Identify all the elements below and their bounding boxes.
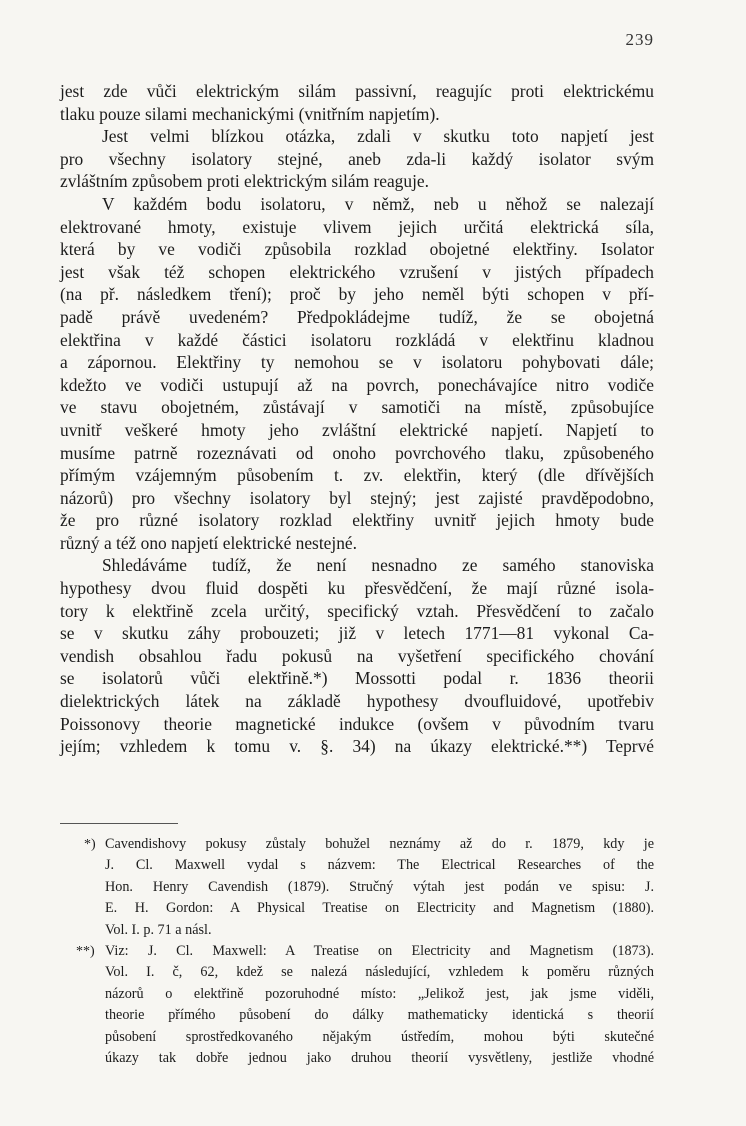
paragraph xyxy=(60,80,654,125)
text-line: jejím; vzhledem k tomu v. §. 34) na úkazy elektrické.**) Teprvé xyxy=(60,736,654,757)
footnote-line: názorů o elektřině pozoruhodné místo: „Jelikož jest, jak jsme viděli, xyxy=(105,985,654,1002)
footnote-line: Vol. I. č, 62, kdež se nalezá následující, vzhledem k poměru různých xyxy=(105,964,654,981)
text-line: elektrované hmoty, existuje vlivem jejich určitá elektrická síla, xyxy=(60,216,654,237)
text-line: přímým vzájemným působením t. zv. elektřin, který (dle dřívějších xyxy=(60,465,654,486)
footnote-mark: **) xyxy=(76,943,95,959)
text-line: ve stavu obojetném, zůstávají v samotiči na místě, způsobujíce xyxy=(60,397,654,418)
text-line: zvláštním způsobem proti elektrickým silám reaguje. xyxy=(60,171,429,192)
text-line: vendish obsahlou řadu pokusů na vyšetření specifického chování xyxy=(60,645,654,666)
footnote-line: úkazy tak dobře jednou jako druhou theorií vysvětleny, jestliže vhodné xyxy=(105,1049,654,1066)
text-line: hypothesy dvou fluid dospěti ku přesvědčení, že mají různé isola- xyxy=(60,578,654,599)
text-line: že pro různé isolatory rozklad elektřiny uvnitř jejich hmoty bude xyxy=(60,510,654,531)
footnote-mark: *) xyxy=(84,837,96,852)
text-line: musíme patrně rozeznávati od onoho povrchového tlaku, způsobeného xyxy=(60,442,654,463)
paragraph xyxy=(60,125,654,193)
footnote-line: J. Cl. Maxwell vydal s názvem: The Electrical Researches of the xyxy=(105,857,654,874)
text-line: Poissonovy theorie magnetické indukce (ovšem v původním tvaru xyxy=(60,713,654,734)
text-line: tlaku pouze silami mechanickými (vnitřním napjetím). xyxy=(60,103,440,124)
text-line: pro všechny isolatory stejné, aneb zda-li každý isolator svým xyxy=(60,148,654,169)
text-line: která by ve vodiči způsobila rozklad obojetné elektřiny. Isolator xyxy=(60,239,654,260)
main-text xyxy=(60,80,654,758)
paragraph xyxy=(60,193,654,555)
footnote-line: E. H. Gordon: A Physical Treatise on Electricity and Magnetism (1880). xyxy=(105,900,654,917)
footnotes xyxy=(60,834,654,1069)
text-line: jest zde vůči elektrickým silám passivní, reagujíc proti elektrickému xyxy=(60,81,654,101)
text-line: V každém bodu isolatoru, v němž, neb u něhož se nalezají xyxy=(102,193,654,214)
text-line: se v skutku záhy probouzeti; již v letech 1771—81 vykonal Ca- xyxy=(60,623,654,644)
text-line: padě právě uvedeném? Předpokládejme tudíž, že se obojetná xyxy=(60,306,654,327)
text-line: (na př. následkem tření); proč by jeho neměl býti schopen v pří- xyxy=(60,284,654,305)
text-line: různý a též ono napjetí elektrické nestejné. xyxy=(60,532,357,553)
text-line: uvnitř veškeré hmoty jeho zvláštní elektrické napjetí. Napjetí to xyxy=(60,419,654,440)
footnote-line: Hon. Henry Cavendish (1879). Stručný výtah jest podán ve spisu: J. xyxy=(105,878,654,895)
text-line: Shledáváme tudíž, že není nesnadno ze samého stanoviska xyxy=(102,555,654,576)
footnote-separator xyxy=(60,823,178,824)
footnote xyxy=(60,941,654,1069)
footnote xyxy=(60,834,654,941)
page-number: 239 xyxy=(625,30,654,49)
text-line: dielektrických látek na základě hypothesy dvoufluidové, upotřebiv xyxy=(60,691,654,712)
text-line: se isolatorů vůči elektřině.*) Mossotti podal r. 1836 theorii xyxy=(60,668,654,689)
text-line: názorů) pro všechny isolatory byl stejný; jest zajisté pravděpodobno, xyxy=(60,487,654,508)
footnote-line: působení sprostředkovaného nějakým ústředím, mohou býti skutečné xyxy=(105,1028,654,1045)
paragraph xyxy=(60,554,654,757)
footnote-line: Vol. I. p. 71 a násl. xyxy=(105,921,212,938)
text-line: jest však též schopen elektrického vzrušení v jistých případech xyxy=(60,261,654,282)
text-line: a zápornou. Elektřiny ty nemohou se v isolatoru pohybovati dále; xyxy=(60,352,654,373)
text-line: tory k elektřině zcela určitý, specifický vztah. Přesvědčení to začalo xyxy=(60,600,654,621)
footnote-line: theorie přímého působení do dálky mathematicky identická s theorií xyxy=(105,1007,654,1024)
text-line: elektřina v každé částici isolatoru rozkládá v elektřinu kladnou xyxy=(60,329,654,350)
text-line: Jest velmi blízkou otázka, zdali v skutku toto napjetí jest xyxy=(102,126,654,147)
footnote-line: Cavendishovy pokusy zůstaly bohužel neznámy až do r. 1879, kdy je xyxy=(105,836,654,852)
footnote-line: Viz: J. Cl. Maxwell: A Treatise on Electricity and Magnetism (1873). xyxy=(105,942,654,959)
text-line: kdežto ve vodiči ustupují až na povrch, ponechávajíce nitro vodiče xyxy=(60,374,654,395)
